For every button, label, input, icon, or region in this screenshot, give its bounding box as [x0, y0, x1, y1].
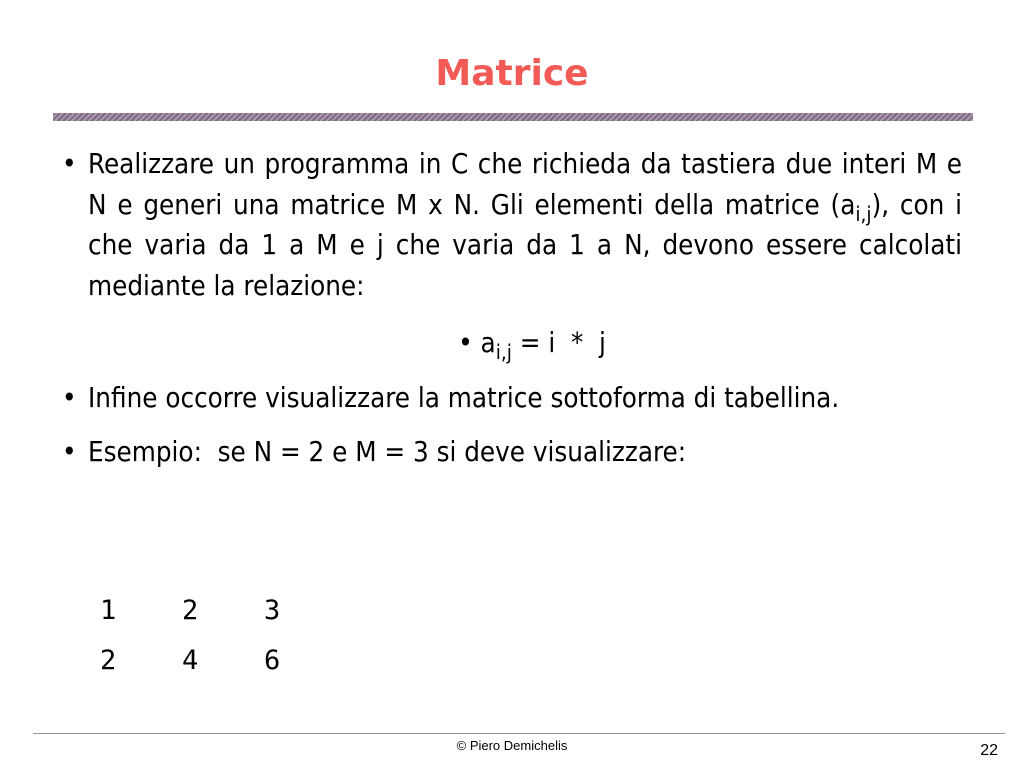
matrix-cell: 3 [264, 595, 281, 626]
bullet-text: Infine occorre visualizzare la matrice sottoforma di tabellina. [88, 381, 840, 414]
bullet-dot: • [62, 148, 77, 180]
formula [62, 323, 962, 364]
title-divider [53, 113, 973, 121]
example-matrix [100, 586, 346, 686]
page-number: 22 [980, 742, 998, 759]
matrix-cell: 2 [100, 645, 117, 676]
formula-rhs: = i * j [511, 326, 606, 359]
bullet-dot: • [62, 436, 77, 469]
bullet-item [62, 144, 962, 307]
matrix-row [100, 586, 346, 636]
slide-body [62, 144, 962, 473]
slide-title: Matrice [435, 53, 589, 94]
matrix-cell: 4 [182, 645, 199, 676]
footer-divider [33, 733, 1005, 734]
matrix-row [100, 636, 346, 686]
bullet-item [62, 378, 962, 419]
formula-var: a [480, 326, 496, 359]
bullet-item [62, 432, 962, 473]
bullet-dot: • [62, 381, 77, 414]
matrix-cell: 1 [100, 595, 117, 626]
footer-copyright: © Piero Demichelis [456, 738, 568, 753]
bullet-text: Esempio: se N = 2 e M = 3 si deve visualizzare: [88, 436, 687, 469]
matrix-cell: 2 [182, 595, 199, 626]
matrix-cell: 6 [264, 645, 281, 676]
formula-sub: i,j [495, 340, 512, 365]
bullet-text: Realizzare un programma in C che richieda da tastiera due interi M e N e generi una matrice M x N. Gli elementi della matrice $(a_{i,j})$, con i che varia da 1 a M e j che varia da 1 a N, devono essere calcolati mediante la relazione: [88, 148, 963, 303]
bullet-dot: • [458, 326, 473, 359]
